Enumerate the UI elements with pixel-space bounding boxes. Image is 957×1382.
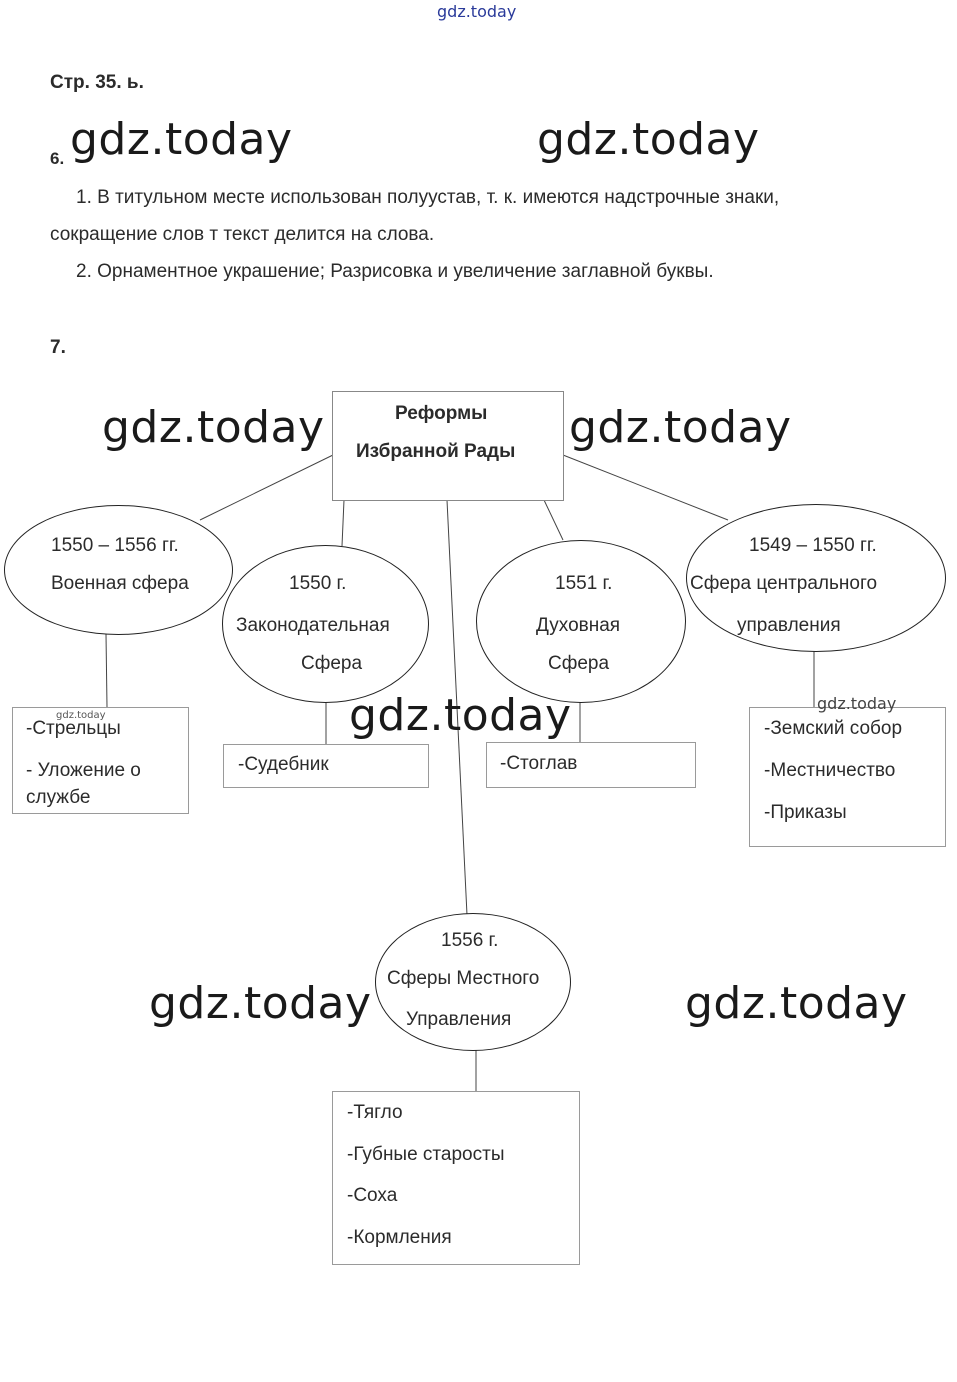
task6-item1-line1: 1. В титульном месте использован полуустав, т. к. имеются надстрочные знаки, xyxy=(76,187,780,208)
node-legislative-years: 1550 г. xyxy=(289,573,347,594)
watermark-big: gdz.today xyxy=(685,978,908,1029)
box-spiritual xyxy=(486,742,696,788)
page-ref-label: Стр. 35. xyxy=(50,72,122,93)
node-local-name2: Управления xyxy=(406,1009,512,1030)
watermark-big: gdz.today xyxy=(70,114,293,165)
list-item: -Губные старосты xyxy=(347,1144,505,1165)
watermark-big: gdz.today xyxy=(537,114,760,165)
connector-root-legislative xyxy=(342,500,344,546)
node-legislative-name1: Законодательная xyxy=(236,615,390,636)
node-spiritual-name2: Сфера xyxy=(548,653,610,674)
list-item: -Стрельцы xyxy=(26,718,121,739)
box-local xyxy=(332,1091,580,1265)
list-item: -Стоглав xyxy=(500,753,578,774)
node-central-name2: управления xyxy=(737,615,841,636)
node-spiritual-name1: Духовная xyxy=(536,615,621,636)
task6-number: 6. xyxy=(50,149,65,168)
connector-military-box xyxy=(106,634,107,707)
task6-item2: 2. Орнаментное украшение; Разрисовка и увеличение заглавной буквы. xyxy=(76,261,714,282)
node-local-years: 1556 г. xyxy=(441,930,499,951)
list-item: -Судебник xyxy=(238,754,329,775)
watermark-small: gdz.today xyxy=(56,710,106,721)
list-item: -Приказы xyxy=(764,802,847,823)
watermark-big: gdz.today xyxy=(349,690,572,741)
page-ref xyxy=(50,73,144,92)
watermark-small: gdz.today xyxy=(817,694,897,713)
list-item: службе xyxy=(26,787,91,808)
watermark-top: gdz.today xyxy=(437,2,517,21)
node-military xyxy=(4,505,233,635)
root-reforms-box xyxy=(332,391,564,501)
node-spiritual-years: 1551 г. xyxy=(555,573,613,594)
node-military-years: 1550 – 1556 гг. xyxy=(51,535,179,556)
connector-root-military xyxy=(200,455,333,520)
connector-root-spiritual xyxy=(544,500,563,540)
root-title-line2: Избранной Рады xyxy=(356,441,516,462)
task7-number: 7. xyxy=(50,337,66,358)
box-military xyxy=(12,707,189,814)
list-item: - Уложение о xyxy=(26,760,141,781)
node-local xyxy=(375,913,571,1051)
task6-item1-line2: сокращение слов т текст делится на слова. xyxy=(50,224,435,245)
list-item: -Соха xyxy=(347,1185,398,1206)
watermark-big: gdz.today xyxy=(149,978,372,1029)
list-item: -Местничество xyxy=(764,760,896,781)
box-legislative xyxy=(223,744,429,788)
list-item: -Тягло xyxy=(347,1102,403,1123)
root-title-line1: Реформы xyxy=(395,403,488,424)
node-spiritual xyxy=(476,540,686,703)
page-ref-tail: ь. xyxy=(126,72,144,93)
watermark-big: gdz.today xyxy=(102,402,325,453)
node-local-name1: Сферы Местного xyxy=(387,968,540,989)
node-legislative-name2: Сфера xyxy=(301,653,363,674)
node-military-name: Военная сфера xyxy=(51,573,189,594)
node-central-name1: Сфера центрального xyxy=(690,573,878,594)
node-central-years: 1549 – 1550 гг. xyxy=(749,535,877,556)
box-central xyxy=(749,707,946,847)
connector-root-central xyxy=(563,455,728,520)
list-item: -Земский собор xyxy=(764,718,903,739)
node-legislative xyxy=(222,545,429,703)
watermark-big: gdz.today xyxy=(569,402,792,453)
node-central xyxy=(686,504,946,652)
list-item: -Кормления xyxy=(347,1227,452,1248)
